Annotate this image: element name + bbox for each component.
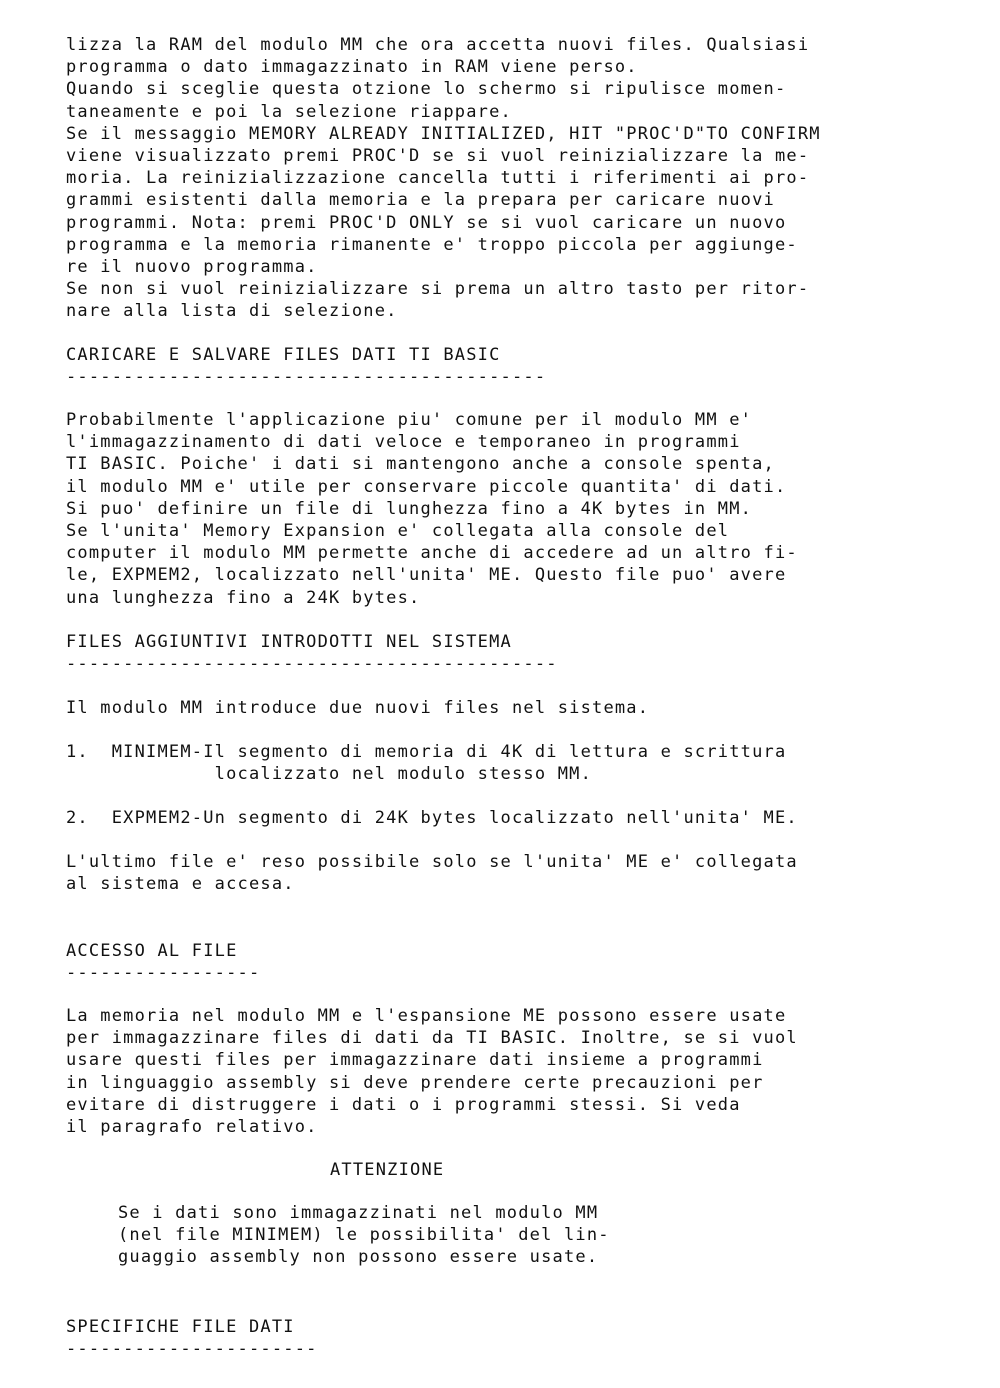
list-item-expmem2	[66, 807, 798, 829]
text-line: guaggio assembly non possono essere usate.	[118, 1247, 599, 1268]
section-title: ACCESSO AL FILE	[66, 941, 238, 961]
text-line: Se il messaggio MEMORY ALREADY INITIALIZED, HIT "PROC'D"TO CONFIRM	[66, 123, 821, 144]
text-line: programma o dato immagazzinato in RAM viene perso.	[66, 57, 638, 78]
text-line: il paragrafo relativo.	[66, 1116, 318, 1137]
text-line: taneamente e poi la selezione riappare.	[66, 101, 512, 122]
text-line: Se l'unita' Memory Expansion e' collegata alla console del	[66, 520, 730, 541]
section-title: CARICARE E SALVARE FILES DATI TI BASIC	[66, 345, 501, 365]
section-files-intro	[66, 697, 649, 719]
list-item-minimem	[66, 741, 786, 785]
text-line: re il nuovo programma.	[66, 256, 318, 277]
section-load-save	[66, 344, 546, 388]
text-line: 2. EXPMEM2-Un segmento di 24K bytes localizzato nell'unita' ME.	[66, 808, 798, 828]
text-line: (nel file MINIMEM) le possibilita' del lin-	[118, 1225, 610, 1246]
text-line: Se non si vuol reinizializzare si prema un altro tasto per ritor-	[66, 279, 810, 300]
text-line: lizza la RAM del modulo MM che ora accetta nuovi files. Qualsiasi	[66, 35, 810, 55]
text-line: localizzato nel modulo stesso MM.	[66, 764, 593, 785]
section-underline: ----------------------	[66, 1339, 318, 1359]
intro-paragraph	[66, 34, 821, 322]
section-underline: -------------------------------------------	[66, 654, 558, 674]
section-underline: -----------------	[66, 963, 261, 983]
section-title: SPECIFICHE FILE DATI	[66, 1317, 295, 1337]
text-line: il modulo MM e' utile per conservare piccole quantita' di dati.	[66, 476, 787, 497]
text-line: usare questi files per immagazzinare dati insieme a programmi	[66, 1050, 764, 1071]
section-specs	[66, 1316, 318, 1360]
text-line: programma e la memoria rimanente e' troppo piccola per aggiunge-	[66, 234, 798, 255]
text-line: moria. La reinizializzazione cancella tutti i riferimenti ai pro-	[66, 168, 810, 189]
text-line: Se i dati sono immagazzinati nel modulo MM	[118, 1203, 599, 1223]
warning-title: ATTENZIONE	[330, 1160, 445, 1180]
section-access-body	[66, 1005, 798, 1138]
text-line: TI BASIC. Poiche' i dati si mantengono anche a console spenta,	[66, 454, 775, 475]
text-line: grammi esistenti dalla memoria e la prepara per caricare nuovi	[66, 190, 775, 211]
section-title: FILES AGGIUNTIVI INTRODOTTI NEL SISTEMA	[66, 632, 512, 652]
text-line: l'immagazzinamento di dati veloce e temporaneo in programmi	[66, 432, 741, 453]
text-line: Il modulo MM introduce due nuovi files nel sistema.	[66, 698, 650, 718]
warning-body	[118, 1202, 610, 1269]
text-line: al sistema e accesa.	[66, 874, 295, 895]
text-line: computer il modulo MM permette anche di accedere ad un altro fi-	[66, 543, 798, 564]
section-underline: ------------------------------------------	[66, 367, 547, 387]
section-load-save-body	[66, 409, 798, 609]
text-line: Quando si sceglie questa otzione lo schermo si ripulisce momen-	[66, 79, 787, 100]
section-access	[66, 940, 260, 984]
text-line: nare alla lista di selezione.	[66, 301, 398, 322]
text-line: le, EXPMEM2, localizzato nell'unita' ME. Questo file puo' avere	[66, 565, 787, 586]
text-line: evitare di distruggere i dati o i programmi stessi. Si veda	[66, 1094, 741, 1115]
text-line: in linguaggio assembly si deve prendere certe precauzioni per	[66, 1072, 764, 1093]
section-files-note	[66, 851, 798, 895]
section-files	[66, 631, 558, 675]
text-line: Probabilmente l'applicazione piu' comune per il modulo MM e'	[66, 410, 753, 430]
text-line: una lunghezza fino a 24K bytes.	[66, 587, 421, 608]
text-line: viene visualizzato premi PROC'D se si vuol reinizializzare la me-	[66, 145, 810, 166]
text-line: Si puo' definire un file di lunghezza fino a 4K bytes in MM.	[66, 498, 753, 519]
text-line: 1. MINIMEM-Il segmento di memoria di 4K di lettura e scrittura	[66, 742, 787, 762]
text-line: L'ultimo file e' reso possibile solo se l'unita' ME e' collegata	[66, 852, 798, 872]
text-line: La memoria nel modulo MM e l'espansione ME possono essere usate	[66, 1006, 787, 1026]
text-line: per immagazzinare files di dati da TI BASIC. Inoltre, se si vuol	[66, 1028, 798, 1049]
text-line: programmi. Nota: premi PROC'D ONLY se si vuol caricare un nuovo	[66, 212, 787, 233]
